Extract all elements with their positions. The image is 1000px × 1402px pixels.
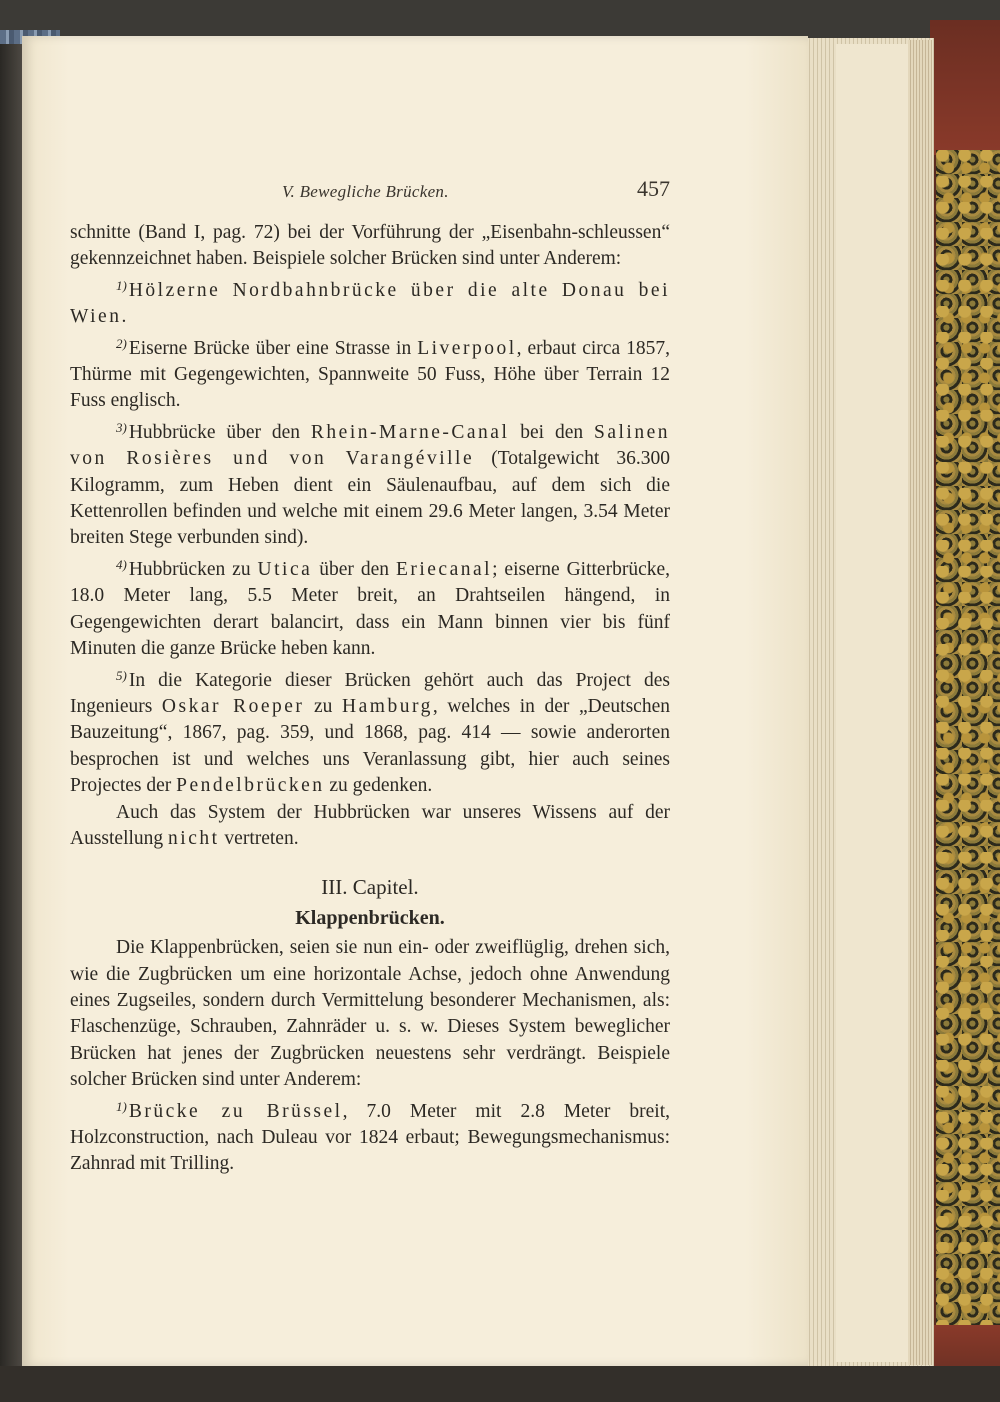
spaced-text: nicht	[168, 827, 220, 849]
marbled-edge	[936, 150, 1000, 1330]
spaced-text: Utica	[257, 558, 313, 580]
body-text	[70, 220, 670, 1178]
item-text: , welches in der „Deutschen Bauzeitung“, 1867, pag. 359, und 1868, pag. 414 — sowie anderorten besprochen ist und welches uns Veranlassung gibt, hier auch seines Projectes der	[70, 695, 670, 797]
list-item	[70, 552, 670, 663]
spaced-text: Pendelbrücken	[176, 775, 325, 797]
spaced-text: Liverpool	[417, 337, 517, 359]
item-number: 1)	[116, 277, 127, 293]
page-stack-inner	[836, 44, 912, 1362]
item-text: Hubbrücken zu	[128, 558, 258, 580]
item-text: zu gedenken.	[324, 775, 433, 797]
list-item	[70, 273, 670, 331]
cover-red-top	[930, 20, 1000, 155]
chapter-paragraph: Die Klappenbrücken, seien sie nun ein- oder zweiflüglig, drehen sich, wie die Zugbrücken um eine horizontale Achse, jedoch ohne Anwendung eines Zugseiles, sondern durch Vermittelung besonderer Mechanismen, als: Flaschenzüge, Schrauben, Zahnräder u. s. w. Dieses System beweglicher Brücken hat jenes der Zugbrücken neuestens sehr verdrängt. Beispiele solcher Brücken sind unter Anderem:	[70, 937, 670, 1091]
intro-paragraph: schnitte (Band I, pag. 72) bei der Vorführung der „Eisenbahn-schleussen“ gekennzeichnet haben. Beispiele solcher Brücken sind unter Anderem:	[70, 222, 670, 270]
chapter-title: Klappenbrücken.	[295, 906, 445, 929]
item-text: über den	[312, 558, 396, 580]
item-text: In die Kategorie dieser Brücken gehört auch das Project des Ingenieurs	[70, 669, 670, 717]
item-number: 1)	[116, 1098, 127, 1114]
item-number: 4)	[116, 556, 127, 572]
item-text: , erbaut circa 1857, Thürme mit Gegengewichten, Spannweite 50 Fuss, Höhe über Terrain 12 Fuss englisch.	[70, 337, 670, 412]
item-number: 5)	[116, 667, 127, 683]
item-text: , 7.0 Meter mit 2.8 Meter breit, Holzconstruction, nach Duleau vor 1824 erbaut; Bewegungsmechanismus: Zahnrad mit Trilling.	[70, 1100, 671, 1175]
closing-paragraph	[70, 800, 670, 853]
spaced-text: Rhein-Marne-Canal	[310, 421, 510, 443]
spaced-text: Oskar Roeper	[161, 695, 305, 717]
spaced-text: Hölzerne Nordbahnbrücke über die alte Donau bei Wien.	[70, 279, 670, 328]
closing-text: vertreten.	[219, 827, 299, 849]
list-item	[70, 331, 670, 415]
item-text: zu	[304, 695, 343, 717]
chapter-number: III. Capitel.	[321, 875, 419, 900]
spaced-text: Hamburg	[342, 695, 433, 717]
item-text: ; eiserne Gitterbrücke, 18.0 Meter lang, 5.5 Meter breit, an Drahtseilen hängend, in Gegengewichten derart balancirt, dass ein Mann binnen vier bis fünf Minuten die ganze Brücke heben kann.	[70, 558, 671, 660]
list-item	[70, 663, 670, 800]
item-number: 3)	[116, 419, 127, 435]
item-number: 2)	[116, 335, 127, 351]
list-item	[70, 1094, 670, 1178]
spaced-text: Brücke zu Brüssel	[128, 1100, 343, 1122]
item-text: bei den	[509, 421, 594, 443]
item-text: (Totalgewicht 36.300 Kilogramm, zum Heben dient ein Säulenaufbau, auf dem sich die Kettenrollen befinden und welche mit einem 29.6 Meter langen, 3.54 Meter breiten Stege verbunden sind).	[70, 448, 671, 549]
running-header	[282, 176, 672, 204]
closing-text: Auch das System der Hubbrücken war unseres Wissens auf der Ausstellung	[70, 801, 670, 849]
page-stack-edge	[908, 40, 932, 1365]
spaced-text: Eriecanal	[395, 558, 493, 580]
page-number: 457	[637, 176, 670, 201]
item-text: Hubbrücke über den	[128, 421, 311, 443]
bottom-shadow	[0, 1366, 1000, 1402]
item-text: Eiserne Brücke über eine Strasse in	[128, 337, 418, 359]
running-title: V. Bewegliche Brücken.	[282, 182, 449, 201]
spaced-text: Salinen von Rosières und von Varangéville	[70, 421, 670, 470]
list-item	[70, 415, 670, 552]
